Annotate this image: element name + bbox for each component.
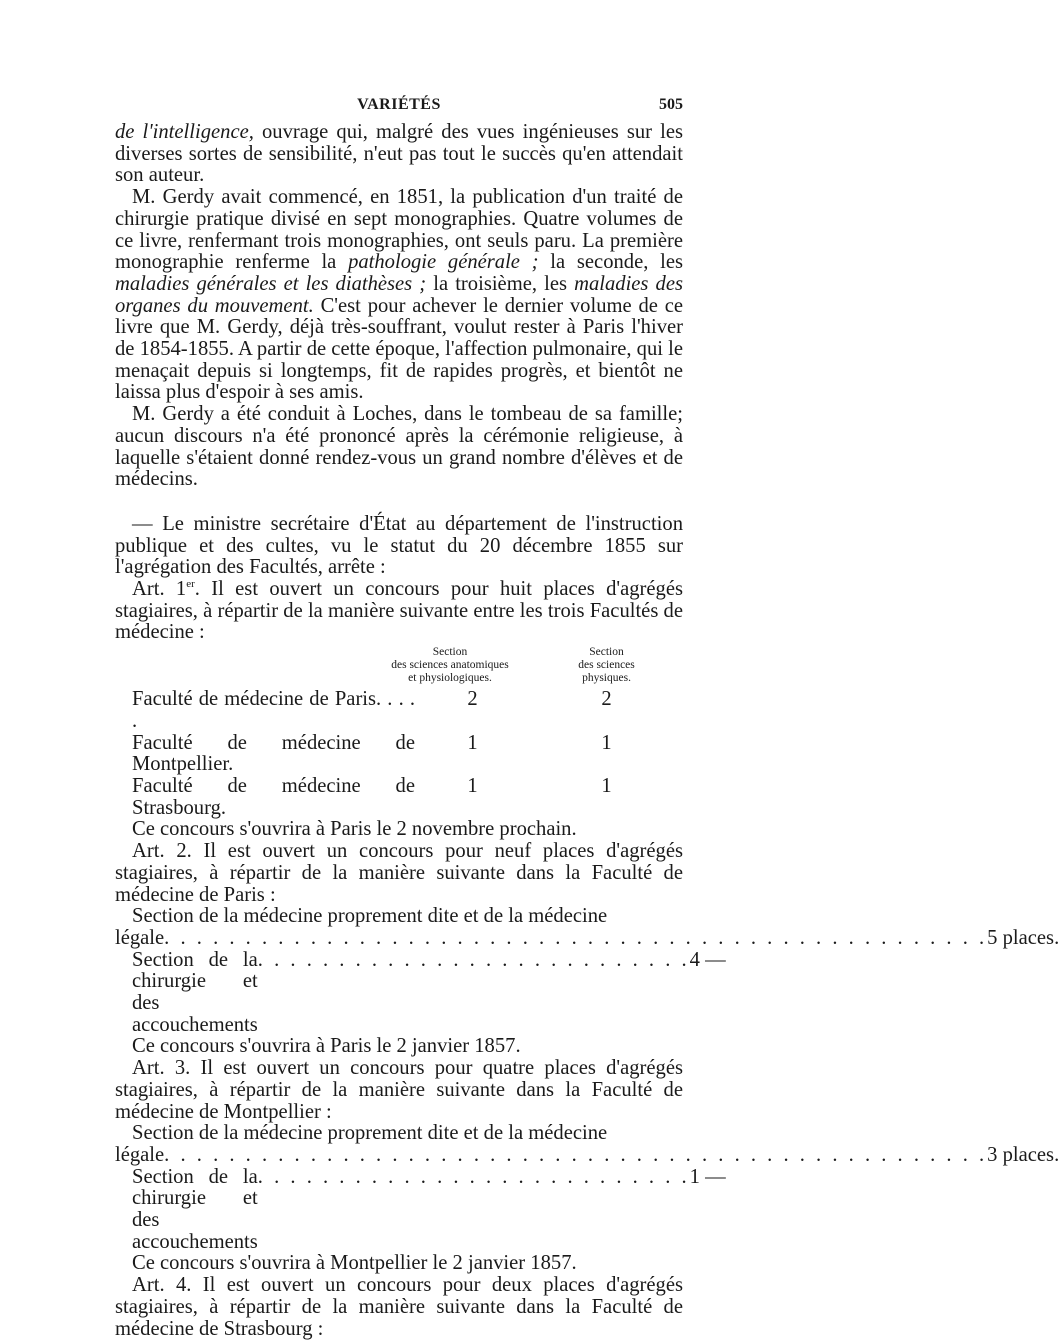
leader-start: Section de la chirurgie et des accouchements <box>132 948 258 1036</box>
running-header <box>115 96 683 122</box>
table-cell: 2 <box>601 688 612 711</box>
body-text <box>115 121 1059 1340</box>
col2-head-line: physiques. <box>582 672 631 685</box>
leader-end: 4 — <box>689 948 726 971</box>
art3-list-line-2 <box>115 1143 1059 1167</box>
p2-text-3: la troisième, les <box>426 272 575 295</box>
art2-list-line-3 <box>115 948 726 1037</box>
paragraph-decree: — Le ministre secrétaire d'État au département de l'instruction publique et des cultes, vu le statut du 20 décembre 1855 sur l'agrégation des Facultés, arrête : <box>115 512 683 579</box>
article-1-label: Art. 1 <box>132 578 187 601</box>
dot-leader: . . . . . . . . . . . . . . . . . . . . . . . . . . . <box>257 1165 690 1188</box>
paragraph-1-text: ouvrage qui, malgré des vues ingénieuses sur les diverses sortes de sensibilité, n'eut pas tout le succès qu'en attendait son auteur. <box>115 121 684 187</box>
section-gap <box>115 491 683 514</box>
leader-start: légale <box>115 1143 165 1166</box>
paragraph-1 <box>115 122 683 187</box>
art3-list-line-3 <box>115 1165 726 1254</box>
table-row-label: Faculté de médecine de Montpellier. <box>132 731 415 776</box>
article-2: Art. 2. Il est ouvert un concours pour neuf places d'agrégés stagiaires, à répartir de la manière suivante dans la Faculté de médecine de Paris : <box>115 840 683 906</box>
table-1 <box>115 689 683 819</box>
table-cell: 1 <box>467 774 478 797</box>
table-cell: 1 <box>601 774 612 797</box>
leader-end: 3 places. <box>987 1143 1059 1166</box>
leader-end: 1 — <box>689 1165 726 1188</box>
p2-text-4: C'est pour achever le dernier volume de ce livre que M. Gerdy, déjà très-souffrant, voulut rester à Paris l'hiver de 1854-1855. A partir de cette époque, l'affection pulmonaire, qui le menaçait depuis si longtemps, fit de rapides progrès, et bientôt ne laissa plus d'espoir à ses amis. <box>115 294 683 404</box>
p2-text-2: la seconde, les <box>538 251 683 274</box>
col1-head-line: des sciences anatomiques <box>391 659 509 672</box>
page <box>115 96 1059 1340</box>
table-cell: 1 <box>467 731 478 754</box>
table-row-label: Faculté de médecine de Paris. . . . . <box>132 688 415 732</box>
table-cell: 1 <box>601 731 612 754</box>
leader-start: Section de la chirurgie et des accouchements <box>132 1165 258 1253</box>
p2-italic-1: pathologie générale ; <box>348 251 539 274</box>
concours-date-1: Ce concours s'ouvrira à Paris le 2 novembre prochain. <box>132 818 577 841</box>
article-1 <box>115 579 683 644</box>
dot-leader: . . . . . . . . . . . . . . . . . . . . . . . . . . . <box>257 948 690 971</box>
table-1-spacer <box>115 646 370 685</box>
article-4: Art. 4. Il est ouvert un concours pour deux places d'agrégés stagiaires, à répartir de la manière suivante dans la Faculté de médecine de Strasbourg : <box>115 1274 683 1340</box>
p2-italic-2: maladies générales et les diathèses ; <box>115 272 427 295</box>
article-3: Art. 3. Il est ouvert un concours pour quatre places d'agrégés stagiaires, à répartir de la manière suivante dans la Faculté de médecine de Montpellier : <box>115 1057 683 1123</box>
table-row-label: Faculté de médecine de Strasbourg. <box>132 774 415 819</box>
dot-leader: . . . . . . . . . . . . . . . . . . . . . . . . . . . . . . . . . . . . . . . . . . . . . . . . . . . <box>164 1143 988 1166</box>
concours-date-3: Ce concours s'ouvrira à Montpellier le 2 janvier 1857. <box>132 1252 577 1275</box>
col2-head-line: des sciences <box>578 659 635 672</box>
art3-list-line-1: Section de la médecine proprement dite et de la médecine <box>132 1122 608 1145</box>
running-title: VARIÉTÉS <box>357 96 441 113</box>
art2-list-line-2 <box>115 926 1059 950</box>
paragraph-2 <box>115 187 683 404</box>
art2-list-line-1: Section de la médecine proprement dite et de la médecine <box>132 905 608 928</box>
p2-italic-3: maladies des organes du mouvement. <box>115 272 683 317</box>
concours-date-2: Ce concours s'ouvrira à Paris le 2 janvier 1857. <box>132 1035 521 1058</box>
col2-head-line: Section <box>589 646 624 659</box>
table-1-col2-header <box>530 646 683 685</box>
italic-book-title: de l'intelligence, <box>115 121 254 143</box>
table-1-col1-header <box>370 646 530 685</box>
leader-start: légale <box>115 926 165 949</box>
article-1-text: . Il est ouvert un concours pour huit places d'agrégés stagiaires, à répartir de la manière suivante entre les trois Facultés de médecine : <box>115 578 684 644</box>
page-number: 505 <box>659 96 683 113</box>
p2-text-1: M. Gerdy avait commencé, en 1851, la publication d'un traité de chirurgie pratique divisé en sept monographies. Quatre volumes de ce livre, renfermant trois monographies, ont seuls paru. La première monographie renferme la <box>115 186 683 274</box>
table-cell: 2 <box>467 688 478 711</box>
col1-head-line: et physiologiques. <box>408 672 492 685</box>
table-1-column-headers <box>115 646 683 685</box>
article-1-sup: er <box>186 578 195 591</box>
dot-leader: . . . . . . . . . . . . . . . . . . . . . . . . . . . . . . . . . . . . . . . . . . . . . . . . . . . <box>164 926 988 949</box>
col1-head-line: Section <box>432 646 468 659</box>
leader-end: 5 places. <box>987 926 1059 949</box>
paragraph-3: M. Gerdy a été conduit à Loches, dans le tombeau de sa famille; aucun discours n'a été prononcé après la cérémonie religieuse, à laquelle s'étaient donné rendez-vous un grand nombre d'élèves et de médecins. <box>115 403 683 491</box>
